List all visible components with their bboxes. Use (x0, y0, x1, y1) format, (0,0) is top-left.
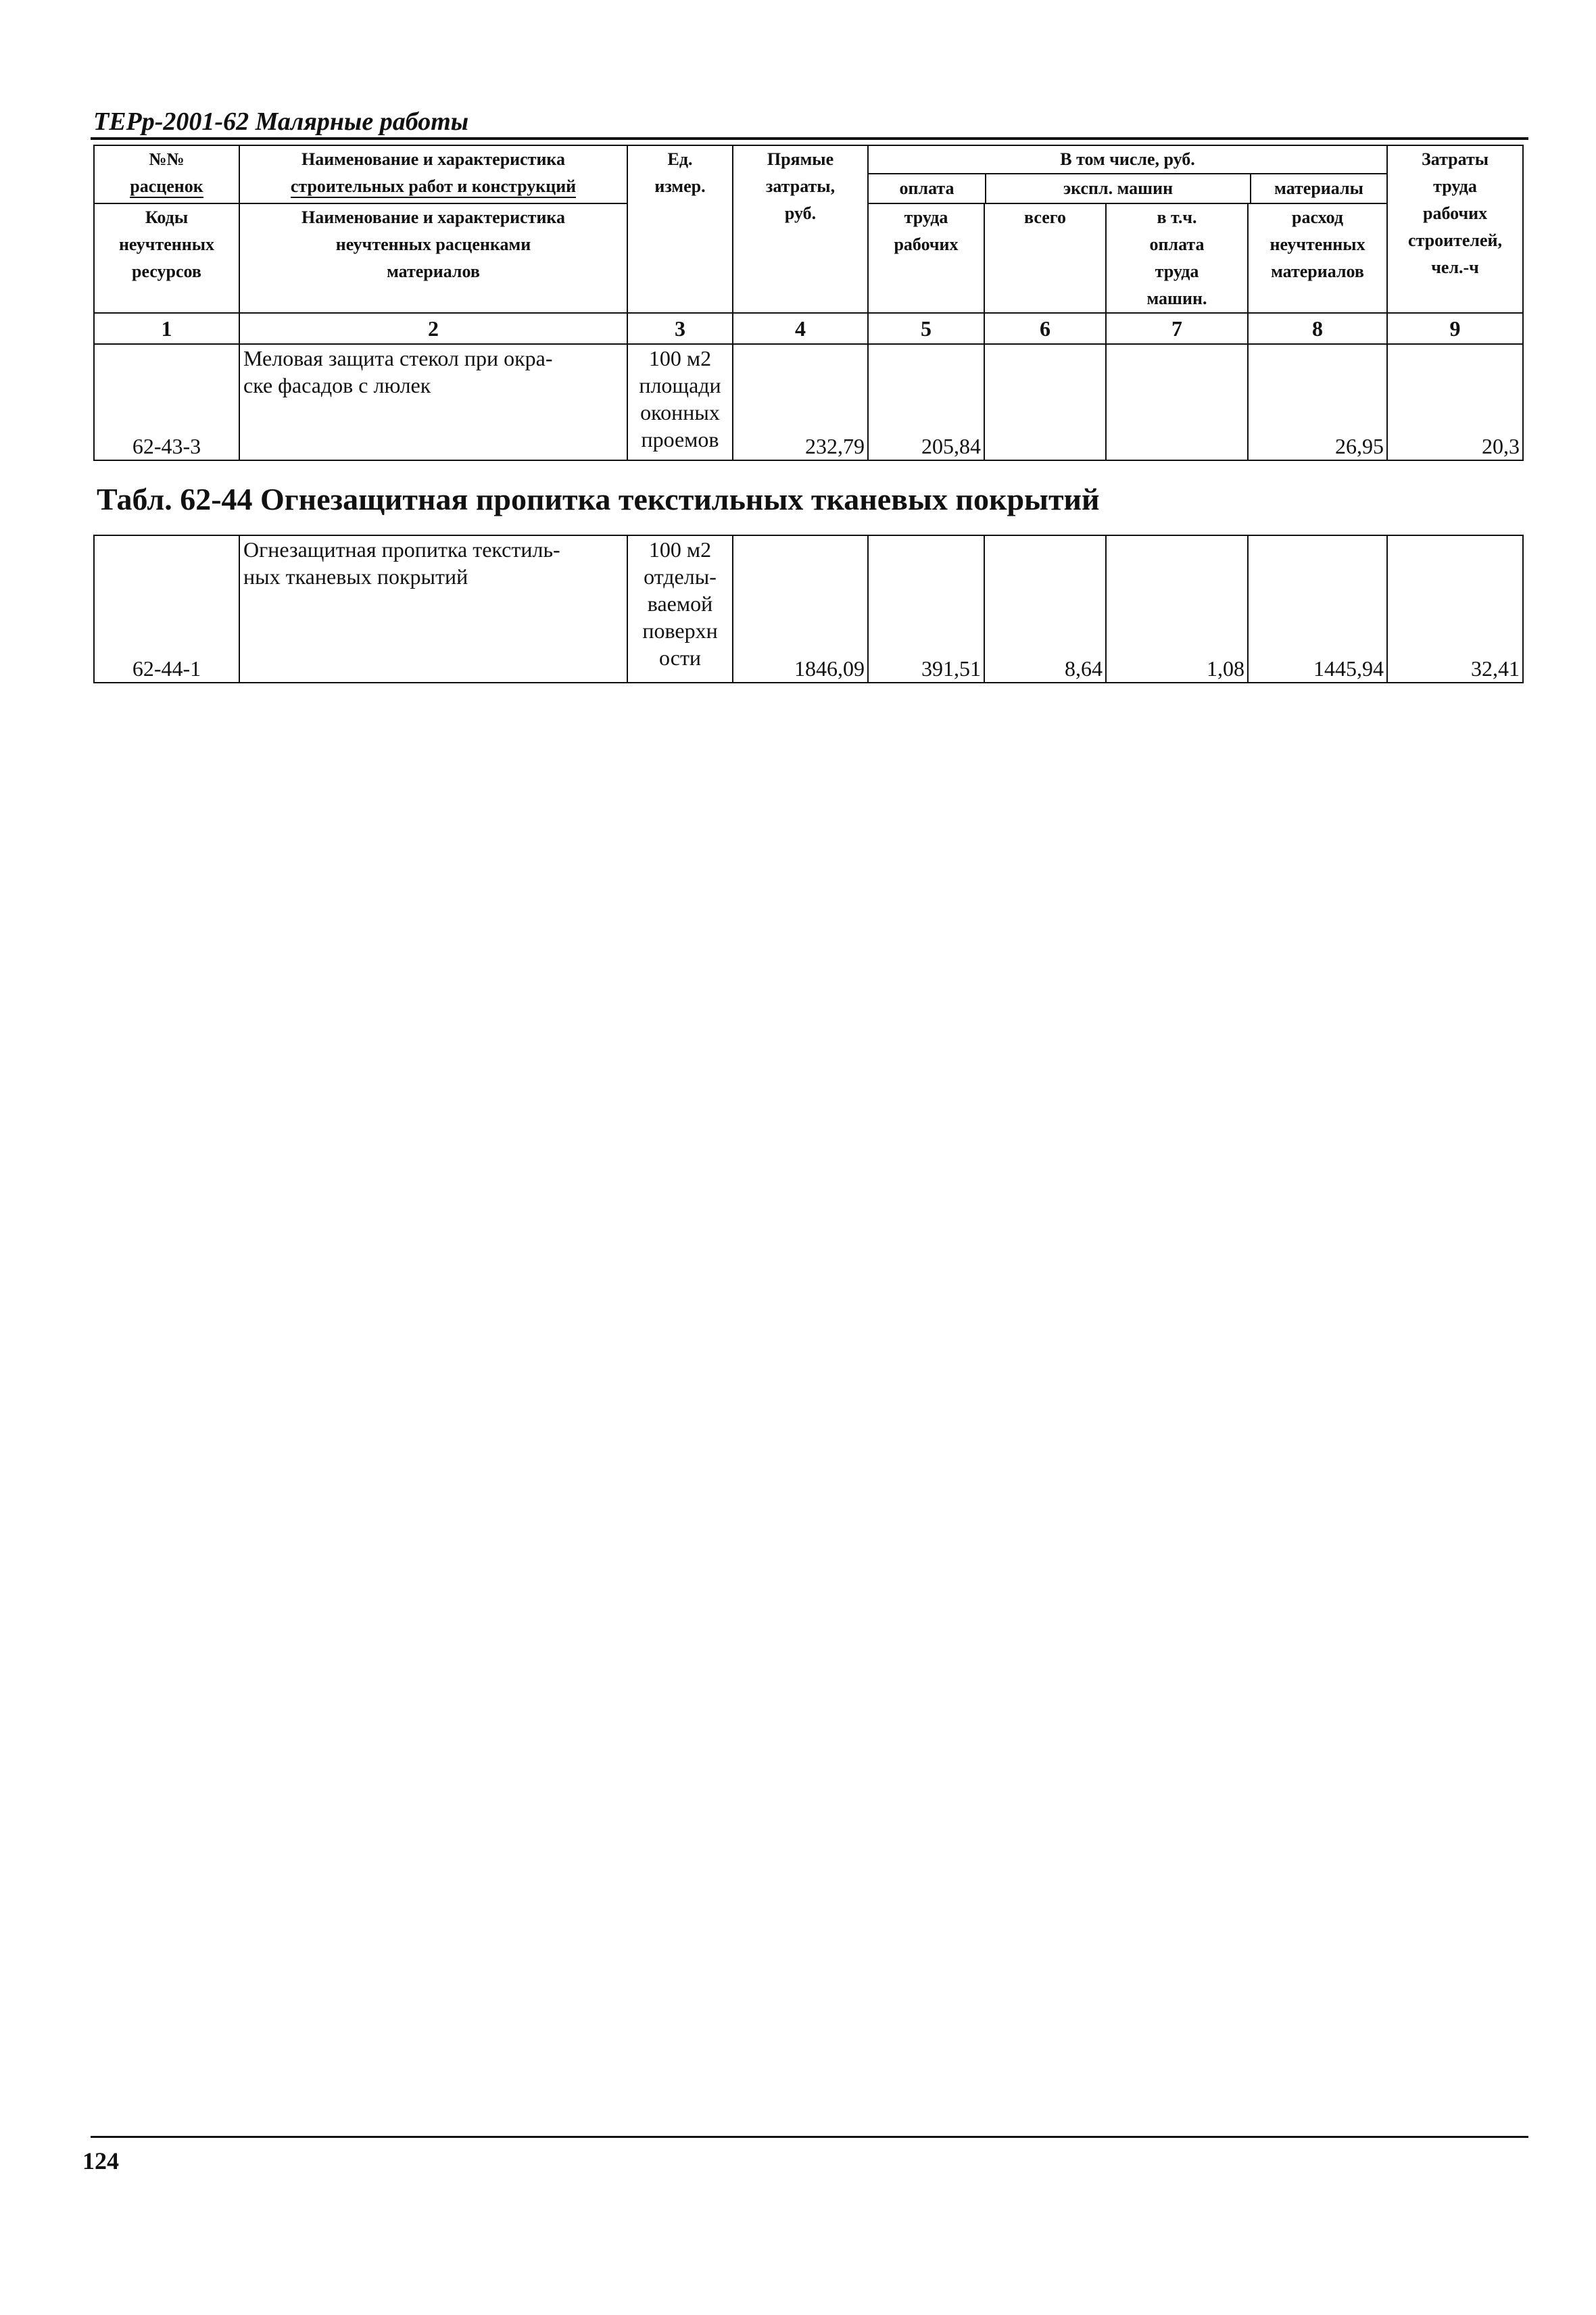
machines-labor-value (1106, 344, 1248, 460)
column-number-row (94, 313, 1523, 344)
column-number: 6 (984, 313, 1106, 344)
table-62-44-title: Табл. 62-44 Огнезащитная пропитка текстильных тканевых покрытий (97, 482, 1100, 516)
header-work-name: Наименование и характеристика строительных работ и конструкций (239, 145, 627, 203)
rates-table-62-43 (93, 145, 1524, 461)
document-header-title: ТЕРр-2001-62 Малярные работы (93, 107, 469, 136)
labor-hours-value: 32,41 (1387, 535, 1523, 683)
unit-of-measure: 100 м2 площади оконных проемов (627, 344, 733, 460)
machines-total-value: 8,64 (984, 535, 1106, 683)
machines-labor-value: 1,08 (1106, 535, 1248, 683)
labor-pay-value: 391,51 (868, 535, 984, 683)
direct-costs-value: 1846,09 (733, 535, 868, 683)
column-number: 3 (627, 313, 733, 344)
header-resource-codes: Коды неучтенных ресурсов (94, 203, 239, 313)
header-divider (91, 137, 1528, 140)
labor-pay-value: 205,84 (868, 344, 984, 460)
header-unit: Ед. измер. (627, 145, 733, 313)
header-labor-hours: Затраты труда рабочих строителей, чел.-ч (1387, 145, 1523, 313)
column-number: 1 (94, 313, 239, 344)
direct-costs-value: 232,79 (733, 344, 868, 460)
work-name: Меловая защита стекол при окра- ске фасадов с люлек (239, 344, 627, 460)
column-number: 7 (1106, 313, 1248, 344)
header-machines-labor: в т.ч. оплата труда машин. (1106, 203, 1248, 313)
page-number: 124 (82, 2147, 119, 2174)
table-row (94, 535, 1523, 683)
column-number: 5 (868, 313, 984, 344)
machines-total-value (984, 344, 1106, 460)
table-row (94, 344, 1523, 460)
footer-divider (91, 2136, 1528, 2138)
rate-code: 62-43-3 (94, 344, 239, 460)
work-name: Огнезащитная пропитка текстиль- ных тканевых покрытий (239, 535, 627, 683)
column-number: 2 (239, 313, 627, 344)
materials-value: 26,95 (1248, 344, 1387, 460)
header-rate-number: №№ расценок (94, 145, 239, 203)
labor-hours-value: 20,3 (1387, 344, 1523, 460)
header-materials-top: материалы (1274, 178, 1363, 198)
header-including-title: В том числе, руб. (869, 146, 1386, 174)
header-machines-total: всего (984, 203, 1106, 313)
header-machines: экспл. машин (986, 174, 1251, 203)
header-including-group (868, 145, 1387, 203)
header-unaccounted-materials: расход неучтенных материалов (1248, 203, 1387, 313)
rate-code: 62-44-1 (94, 535, 239, 683)
materials-value: 1445,94 (1248, 535, 1387, 683)
header-labor-pay-top: оплата (869, 174, 986, 203)
header-row-top (94, 145, 1523, 203)
column-number: 9 (1387, 313, 1523, 344)
column-number: 4 (733, 313, 868, 344)
rates-table-62-44 (93, 535, 1524, 683)
header-labor-pay: труда рабочих (868, 203, 984, 313)
header-material-name: Наименование и характеристика неучтенных расценками материалов (239, 203, 627, 313)
header-direct-costs: Прямые затраты, руб. (733, 145, 868, 313)
unit-of-measure: 100 м2 отделы- ваемой поверхн ости (627, 535, 733, 683)
column-number: 8 (1248, 313, 1387, 344)
